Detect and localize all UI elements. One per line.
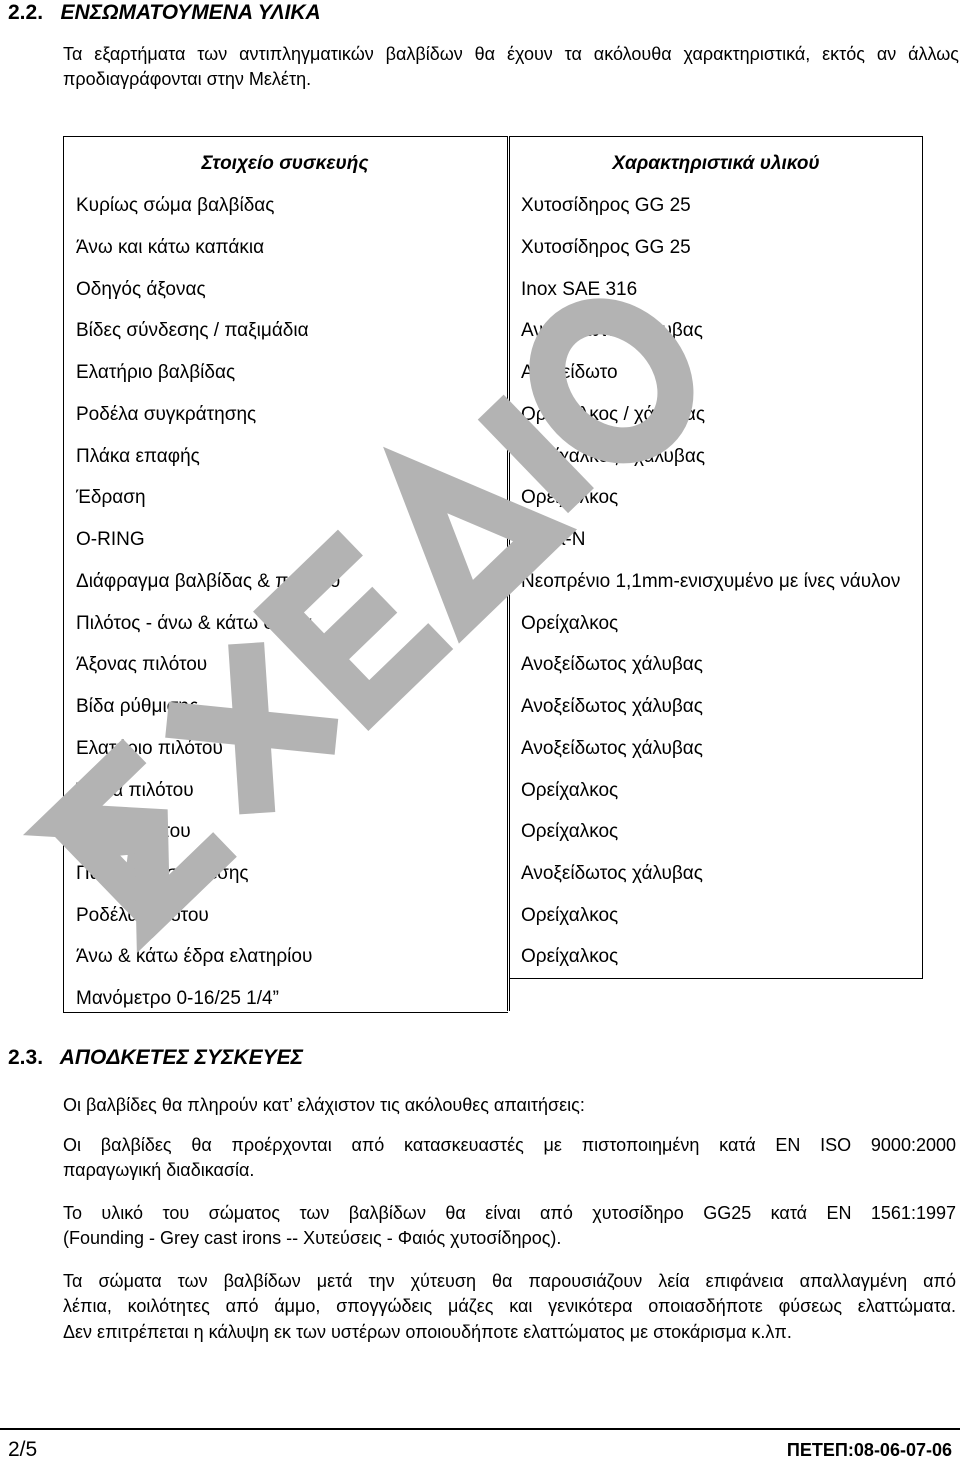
table-cell-material: Χυτοσίδηρος GG 25 bbox=[521, 237, 691, 258]
table-cell-material: Χυτοσίδηρος GG 25 bbox=[521, 195, 691, 216]
table-header-component: Στοιχείο συσκευής bbox=[201, 153, 369, 174]
table-cell-material: Ανοξείδωτος χάλυβας bbox=[521, 863, 703, 884]
table-cell-material: Νεοπρένιο 1,1mm-ενισχυμένο με ίνες νάυλον bbox=[521, 571, 901, 592]
table-cell-component: Παξιμάδια σύνδεσης bbox=[76, 863, 249, 884]
paragraph-requirements: Οι βαλβίδες θα πληρούν κατ’ ελάχιστον τις ακόλουθες απαιτήσεις: bbox=[63, 1095, 585, 1115]
table-cell-component: Μανόμετρο 0-16/25 1/4” bbox=[76, 988, 279, 1009]
materials-table-material-column bbox=[510, 136, 923, 979]
table-cell-material: Ανοξείδωτος χάλυβας bbox=[521, 738, 703, 759]
table-cell-component: Πιλότος - άνω & κάτω σώμα bbox=[76, 613, 312, 634]
table-cell-material: Ορείχαλκος / χάλυβας bbox=[521, 446, 706, 467]
table-cell-material: Ορείχαλκος bbox=[521, 946, 619, 967]
section-number: 2.2. bbox=[8, 1, 44, 24]
table-cell-material: Ανοξείδωτος χάλυβας bbox=[521, 320, 703, 341]
page-number: 2/5 bbox=[8, 1438, 38, 1461]
section-number: 2.3. bbox=[8, 1046, 44, 1069]
table-cell-component: Ελατήριο βαλβίδας bbox=[76, 362, 236, 383]
table-cell-material: Ορείχαλκος bbox=[521, 780, 619, 801]
table-cell-component: Βίδες σύνδεσης / παξιμάδια bbox=[76, 320, 309, 341]
table-cell-component: Έδρα πιλότου bbox=[76, 780, 194, 801]
table-cell-material: Ορείχαλκος bbox=[521, 613, 619, 634]
paragraph-iso-line-1: Οι βαλβίδες θα προέρχονται από κατασκευαστές με πιστοποιημένη κατά ΕΝ ISO 9000:2000 bbox=[63, 1135, 956, 1155]
section-title: ΕΝΣΩΜΑΤΟΥΜΕΝΑ ΥΛΙΚΑ bbox=[60, 1, 321, 24]
table-cell-material: Ανοξείδωτος χάλυβας bbox=[521, 654, 703, 675]
table-cell-material: Ορείχαλκος / χάλυβας bbox=[521, 404, 706, 425]
table-cell-component: Κυρίως σώμα βαλβίδας bbox=[76, 195, 275, 216]
table-cell-component: Διάφραγμα βαλβίδας & πιλότου bbox=[76, 571, 341, 592]
table-cell-component: Τάπα πιλότου bbox=[76, 821, 191, 842]
table-cell-component: Ελατήριο πιλότου bbox=[76, 738, 223, 759]
paragraph-iso-line-2: παραγωγική διαδικασία. bbox=[63, 1160, 255, 1180]
paragraph-surface-line-2: λέπια, κοιλότητες από άμμο, σπογγώδεις μάζες και γενικότερα οποιασδήποτε φύσεως ελαττώματα. bbox=[63, 1296, 956, 1316]
section-heading-2-3 bbox=[8, 1046, 303, 1070]
section-title: ΑΠΟΔΚΕΤΕΣ ΣΥΣΚΕΥΕΣ bbox=[59, 1046, 304, 1069]
table-cell-component: O-RING bbox=[76, 529, 145, 550]
document-code: ΠΕΤΕΠ:08-06-07-06 bbox=[786, 1440, 952, 1460]
table-cell-component: Άξονας πιλότου bbox=[76, 654, 208, 675]
table-cell-component: Πλάκα επαφής bbox=[76, 446, 200, 467]
table-cell-component: Οδηγός άξονας bbox=[76, 279, 206, 300]
paragraph-cast-iron-line-1: Το υλικό του σώματος των βαλβίδων θα είναι από χυτοσίδηρο GG25 κατά ΕΝ 1561:1997 bbox=[63, 1203, 956, 1223]
table-cell-material: Ανοξείδωτος χάλυβας bbox=[521, 696, 703, 717]
table-cell-component: Έδραση bbox=[76, 487, 146, 508]
table-cell-material: Inox SAE 316 bbox=[521, 279, 638, 300]
table-cell-component: Ροδέλα συγκράτησης bbox=[76, 404, 257, 425]
table-cell-material: Ανοξείδωτο bbox=[521, 362, 618, 383]
paragraph-surface-line-3: Δεν επιτρέπεται η κάλυψη εκ των υστέρων οποιουδήποτε ελαττώματος με στοκάρισμα κ.λπ. bbox=[63, 1322, 792, 1342]
paragraph-cast-iron-line-2: (Founding - Grey cast irons -- Χυτεύσεις - Φαιός χυτοσίδηρος). bbox=[63, 1228, 562, 1248]
footer-divider bbox=[0, 1428, 960, 1430]
table-cell-material: Buna-N bbox=[521, 529, 586, 550]
table-cell-component: Άνω και κάτω καπάκια bbox=[76, 237, 265, 258]
section-intro: Τα εξαρτήματα των αντιπληγματικών βαλβίδων θα έχουν τα ακόλουθα χαρακτηριστικά, εκτός αν άλλως προδιαγράφονται στην Μελέτη. bbox=[63, 44, 959, 89]
paragraph-surface-line-1: Τα σώματα των βαλβίδων μετά την χύτευση θα παρουσιάζουν λεία επιφάνεια απαλλαγμένη από bbox=[63, 1271, 956, 1291]
section-heading-2-2 bbox=[8, 1, 321, 25]
table-cell-material: Ορείχαλκος bbox=[521, 905, 619, 926]
table-cell-component: Ροδέλα πιλότου bbox=[76, 905, 209, 926]
table-cell-component: Βίδα ρύθμισης bbox=[76, 696, 199, 717]
table-cell-component: Άνω & κάτω έδρα ελατηρίου bbox=[76, 946, 313, 967]
table-cell-material: Ορείχαλκος bbox=[521, 487, 619, 508]
table-header-material: Χαρακτηριστικά υλικού bbox=[612, 153, 820, 174]
table-cell-material: Ορείχαλκος bbox=[521, 821, 619, 842]
